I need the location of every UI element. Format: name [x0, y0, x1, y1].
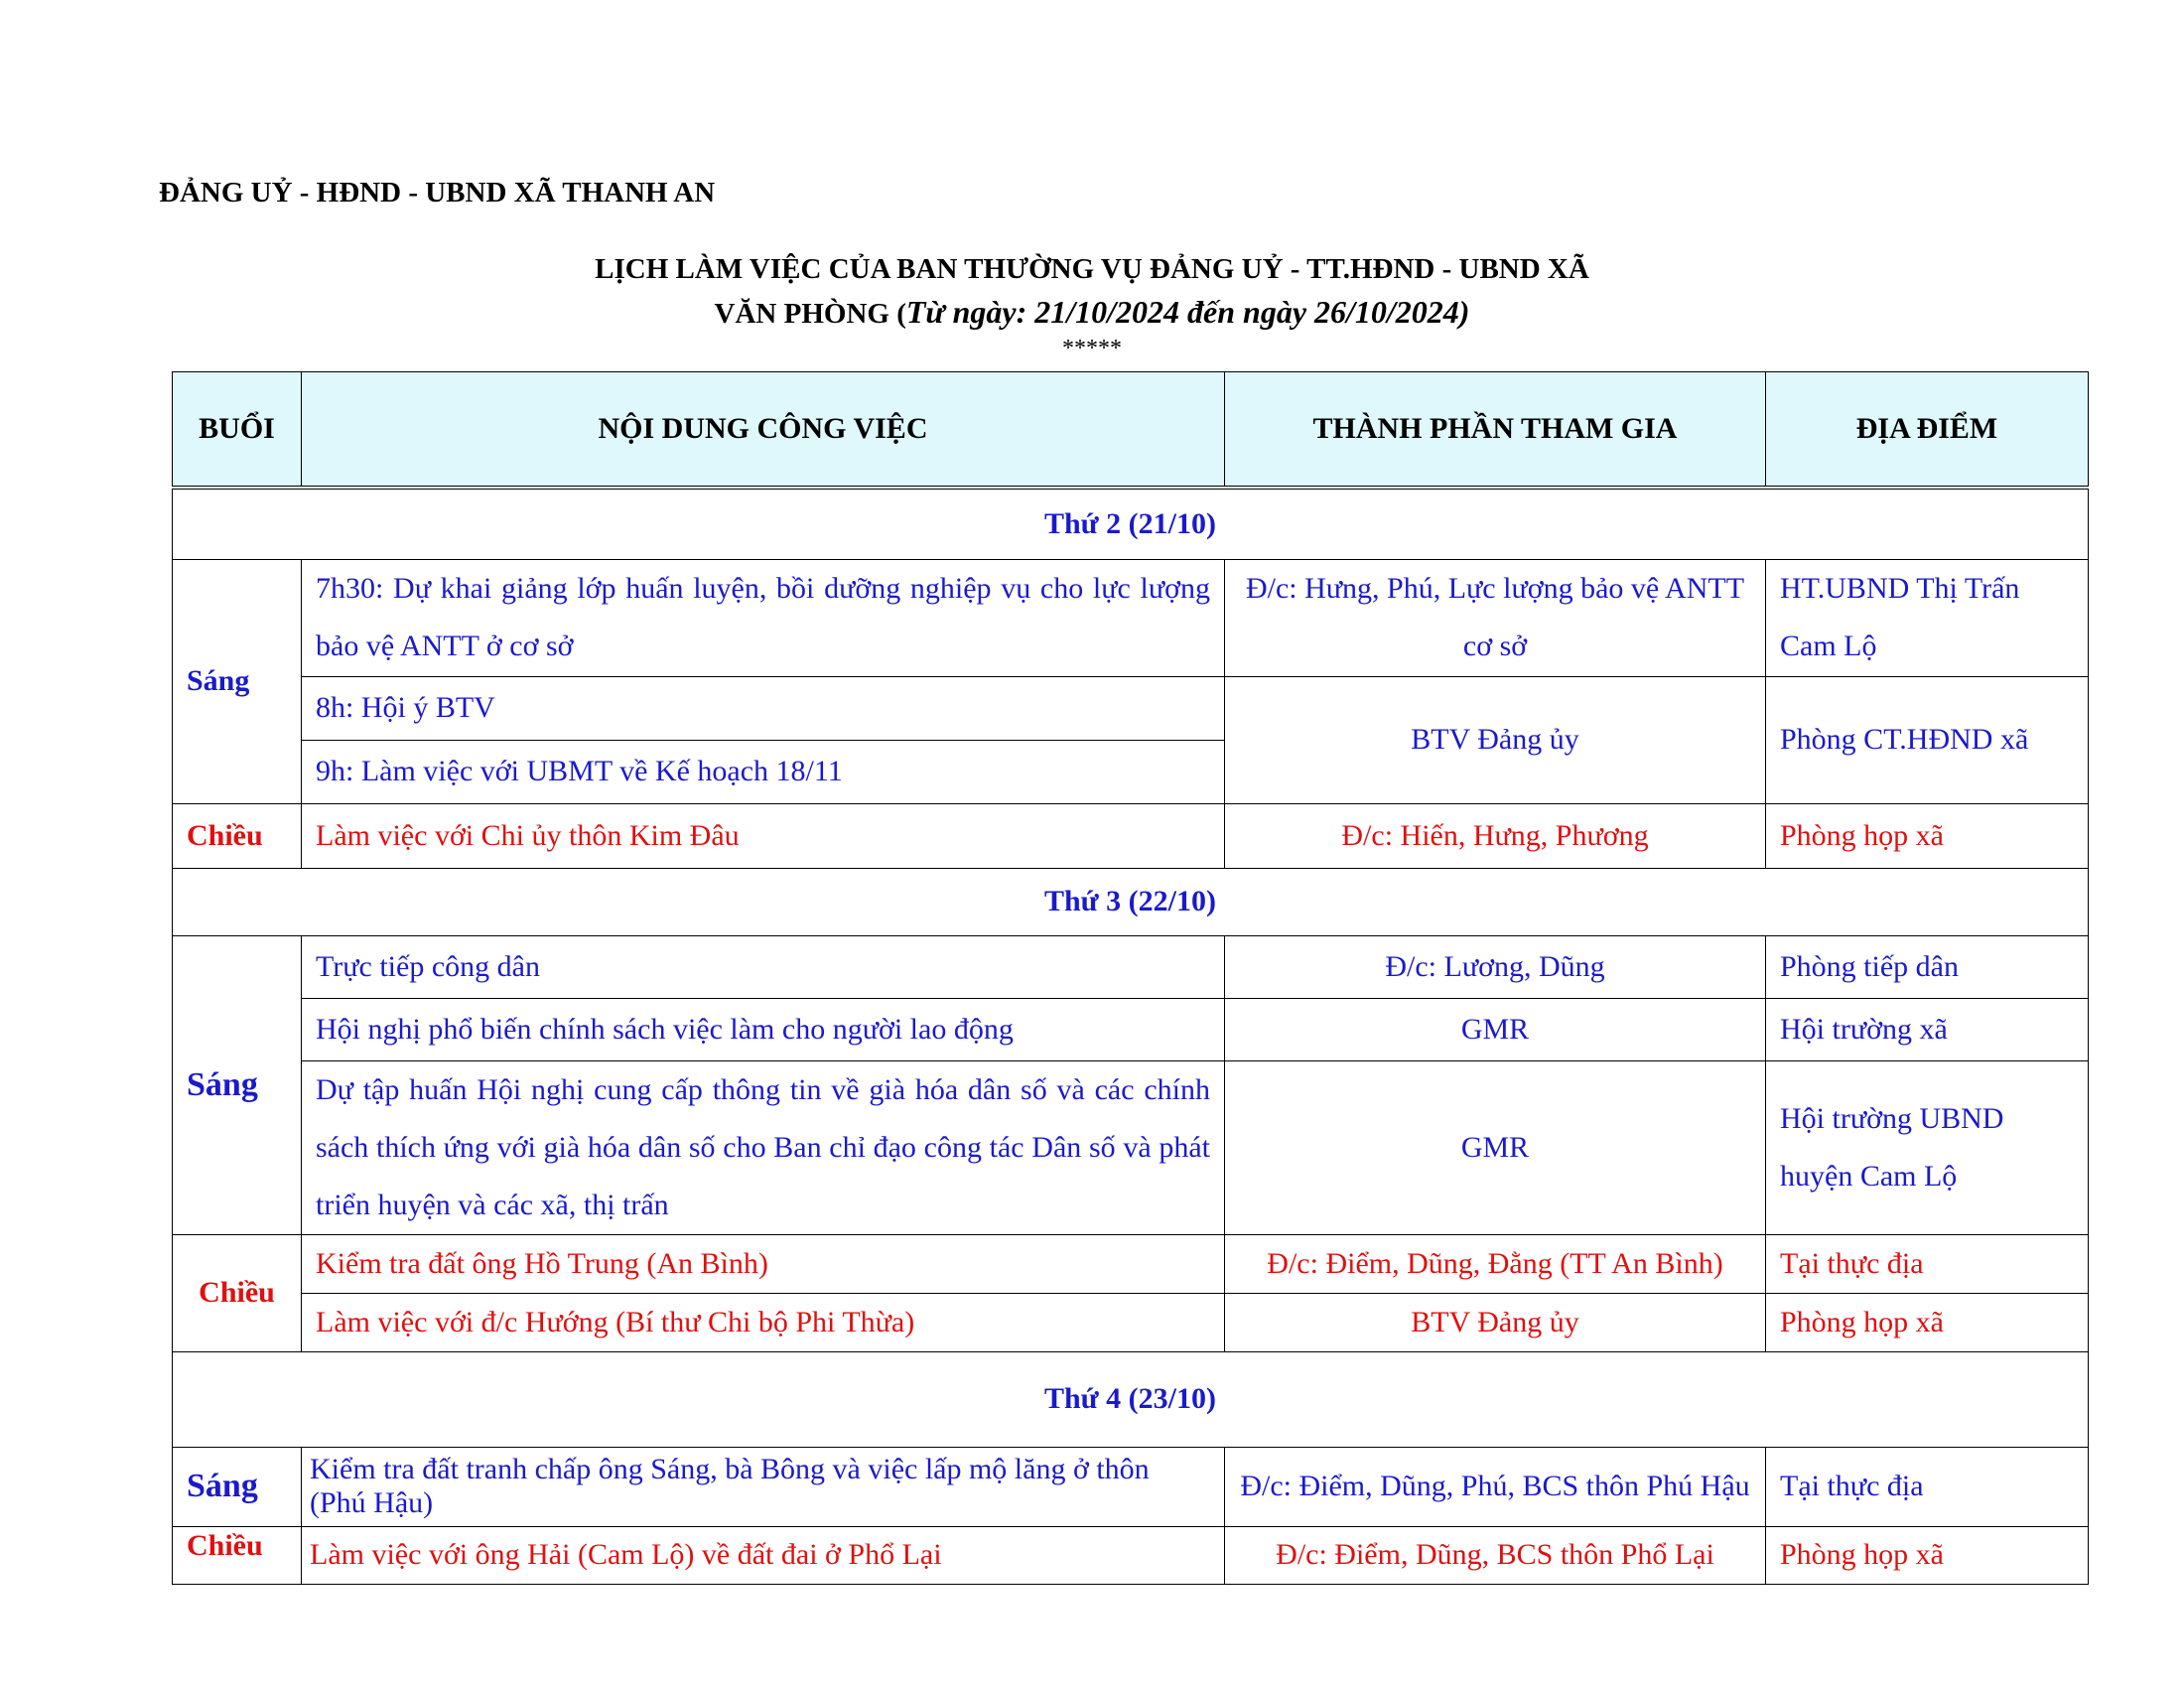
day-label: Thứ 3 (22/10): [173, 868, 2089, 935]
task-participants: Đ/c: Điểm, Dũng, Đằng (TT An Bình): [1225, 1234, 1766, 1293]
task-participants: BTV Đảng ủy: [1225, 676, 1766, 803]
task-participants: GMR: [1225, 998, 1766, 1060]
task-participants: GMR: [1225, 1060, 1766, 1234]
session-afternoon: Chiều: [173, 1234, 302, 1351]
task-location: Tại thực địa: [1766, 1234, 2089, 1293]
task-content: 7h30: Dự khai giảng lớp huấn luyện, bồi dưỡng nghiệp vụ cho lực lượng bảo vệ ANTT ở cơ sở: [302, 559, 1225, 676]
day-label: Thứ 2 (21/10): [173, 488, 2089, 559]
task-location: Tại thực địa: [1766, 1447, 2089, 1526]
session-afternoon: Chiều: [173, 803, 302, 868]
task-content: 9h: Làm việc với UBMT về Kế hoạch 18/11: [302, 740, 1225, 803]
session-afternoon: Chiều: [173, 1526, 302, 1584]
task-participants: Đ/c: Hưng, Phú, Lực lượng bảo vệ ANTT cơ sở: [1225, 559, 1766, 676]
task-content: Trực tiếp công dân: [302, 935, 1225, 998]
table-row: [173, 1234, 2089, 1293]
task-content: 8h: Hội ý BTV: [302, 676, 1225, 740]
schedule-subtitle: [0, 294, 2184, 331]
day-row: [173, 868, 2089, 935]
task-content: Làm việc với đ/c Hướng (Bí thư Chi bộ Phi Thừa): [302, 1293, 1225, 1351]
table-header-row: [173, 372, 2089, 489]
date-range: Từ ngày: 21/10/2024 đến ngày 26/10/2024): [905, 294, 1470, 330]
task-location: Phòng tiếp dân: [1766, 935, 2089, 998]
task-participants: Đ/c: Điểm, Dũng, Phú, BCS thôn Phú Hậu: [1225, 1447, 1766, 1526]
task-participants: Đ/c: Hiến, Hưng, Phương: [1225, 803, 1766, 868]
day-row: [173, 488, 2089, 559]
task-content: Dự tập huấn Hội nghị cung cấp thông tin về già hóa dân số và các chính sách thích ứng với già hóa dân số cho Ban chỉ đạo công tác Dân số và phát triển huyện và các xã, thị trấn: [302, 1060, 1225, 1234]
column-header-participants: THÀNH PHẦN THAM GIA: [1225, 372, 1766, 489]
task-content: Kiểm tra đất tranh chấp ông Sáng, bà Bông và việc lấp mộ lăng ở thôn (Phú Hậu): [302, 1447, 1225, 1526]
office-label: VĂN PHÒNG (: [714, 298, 906, 330]
schedule-title: LỊCH LÀM VIỆC CỦA BAN THƯỜNG VỤ ĐẢNG UỶ - TT.HĐND - UBND XÃ: [595, 253, 1589, 285]
schedule-table: [172, 371, 2089, 1585]
task-participants: Đ/c: Lương, Dũng: [1225, 935, 1766, 998]
task-location: Phòng họp xã: [1766, 1526, 2089, 1584]
table-row: [173, 935, 2089, 998]
task-location: Phòng họp xã: [1766, 803, 2089, 868]
session-morning: Sáng: [173, 935, 302, 1234]
task-location: Hội trường xã: [1766, 998, 2089, 1060]
task-content: Làm việc với Chi ủy thôn Kim Đâu: [302, 803, 1225, 868]
task-location: HT.UBND Thị Trấn Cam Lộ: [1766, 559, 2089, 676]
table-row: [173, 998, 2089, 1060]
table-row: [173, 1293, 2089, 1351]
task-location: Phòng CT.HĐND xã: [1766, 676, 2089, 803]
stars-divider: *****: [1062, 336, 1122, 361]
session-morning: Sáng: [173, 559, 302, 803]
session-morning: Sáng: [173, 1447, 302, 1526]
table-row: [173, 559, 2089, 676]
organization-header: ĐẢNG UỶ - HĐND - UBND XÃ THANH AN: [159, 177, 716, 209]
task-location: Phòng họp xã: [1766, 1293, 2089, 1351]
task-content: Kiểm tra đất ông Hồ Trung (An Bình): [302, 1234, 1225, 1293]
column-header-location: ĐỊA ĐIỂM: [1766, 372, 2089, 489]
column-header-content: NỘI DUNG CÔNG VIỆC: [302, 372, 1225, 489]
table-row: [173, 803, 2089, 868]
day-row: [173, 1351, 2089, 1447]
task-content: Làm việc với ông Hải (Cam Lộ) về đất đai ở Phổ Lại: [302, 1526, 1225, 1584]
table-row: [173, 1447, 2089, 1526]
table-row: [173, 1526, 2089, 1584]
table-row: [173, 1060, 2089, 1234]
day-label: Thứ 4 (23/10): [173, 1351, 2089, 1447]
task-content: Hội nghị phổ biến chính sách việc làm cho người lao động: [302, 998, 1225, 1060]
task-participants: BTV Đảng ủy: [1225, 1293, 1766, 1351]
task-participants: Đ/c: Điểm, Dũng, BCS thôn Phổ Lại: [1225, 1526, 1766, 1584]
column-header-session: BUỔI: [173, 372, 302, 489]
task-location: Hội trường UBND huyện Cam Lộ: [1766, 1060, 2089, 1234]
table-row: [173, 676, 2089, 740]
